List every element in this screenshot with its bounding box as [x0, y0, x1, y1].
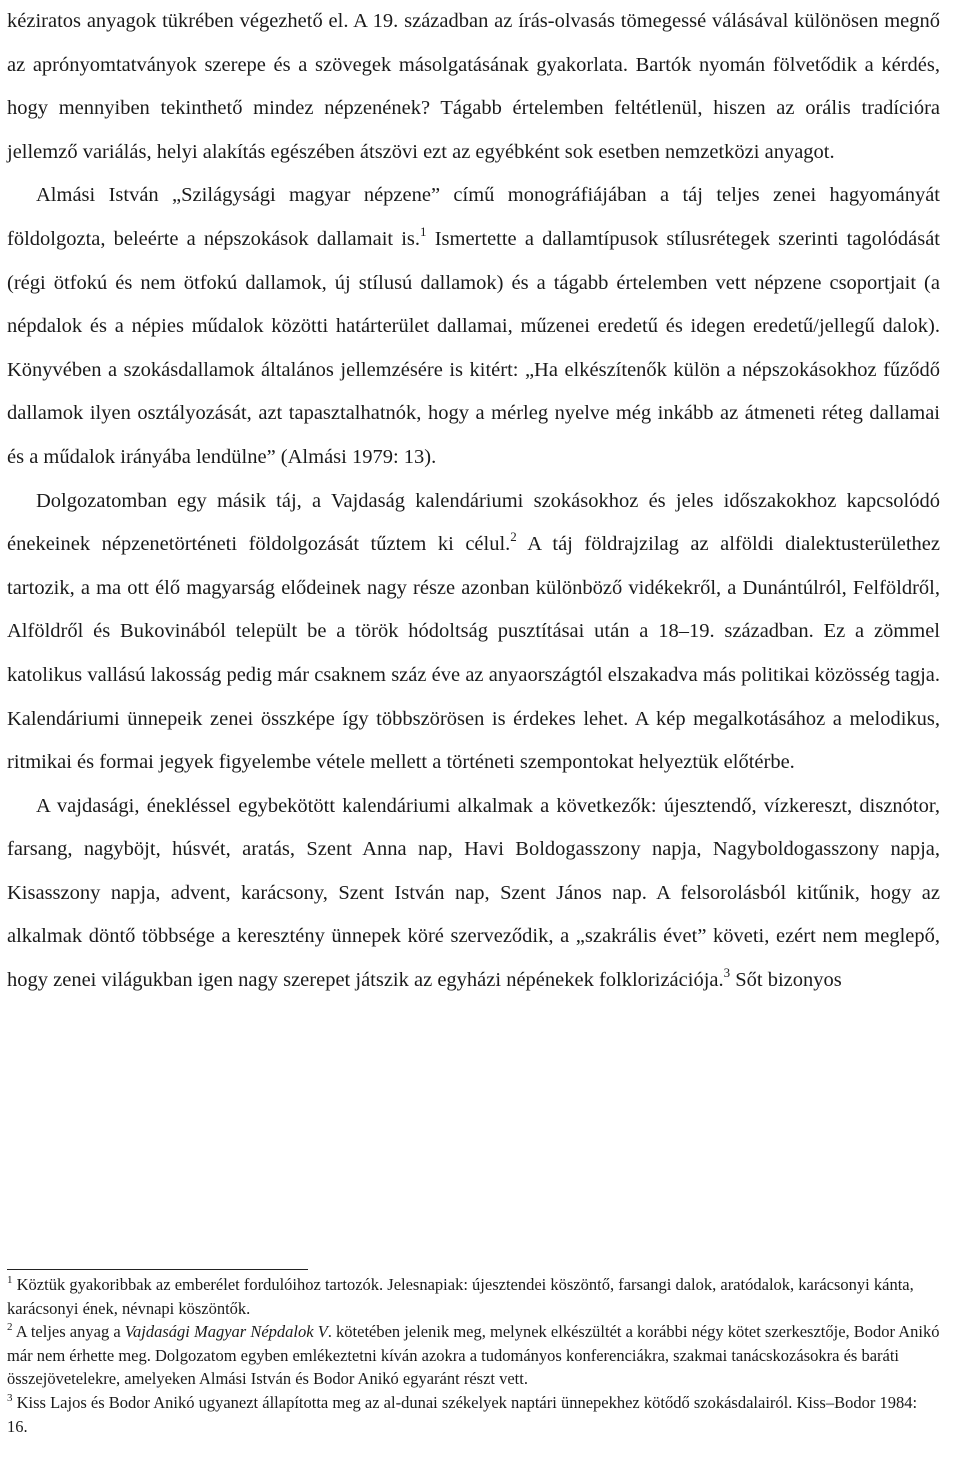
text-run: Köztük gyakoribbak az emberélet fordulóihoz tartozók. Jelesnapiak: újesztendei köszöntő, farsangi dalok, aratódalok, karácsonyi kánta, karácsonyi ének, névnapi köszöntők. — [7, 1275, 914, 1318]
footnote-ref: 3 — [723, 965, 731, 981]
footnotes — [7, 1273, 940, 1438]
footnote-ref: 1 — [420, 223, 427, 239]
footnote-ref: 2 — [7, 1321, 13, 1334]
text-run: A teljes anyag a — [12, 1322, 125, 1342]
footnote — [7, 1391, 940, 1438]
text-run: Sőt bizonyos — [730, 969, 842, 992]
footnote-ref: 3 — [7, 1391, 13, 1404]
footnote — [7, 1273, 940, 1320]
text-run: A vajdasági, énekléssel egybekötött kalendáriumi alkalmak a következők: újesztendő, vízkereszt, disznótor, farsang, nagyböjt, húsvét, aratás, Szent Anna nap, Havi Boldogasszony napja, Nagyboldogasszony napja, Kisasszony napja, advent, karácsony, Szent István nap, Szent János nap. A felsorolásból kitűnik, hogy az alkalmak döntő többsége a keresztény ünnepek köré szerveződik, a „szakrális évet” követi, ezért nem meglepő, hogy zenei világukban igen nagy szerepet játszik az egyházi népénekek folklorizációja. — [7, 794, 940, 992]
text-run: kéziratos anyagok tükrében végezhető el. A 19. században az írás-olvasás tömegessé válásával különösen megnő az aprónyomtatványok szerepe és a szövegek másolgatásának gyakorlata. Bartók nyomán fölvetődik a kérdés, hogy mennyiben tekinthető mindez népzenének? Tágabb értelemben feltétlenül, hiszen az orális tradícióra jellemző variálás, helyi alakítás egészében átszövi ezt az egyébként sok esetben nemzetközi anyagot. — [7, 10, 940, 163]
italic-title: Vajdasági Magyar Népdalok V — [124, 1322, 328, 1342]
paragraph — [7, 0, 940, 174]
text-run: . kötetében jelenik meg, melynek elkészültét a korábbi négy kötet szerkesztője, Bodor Anikó már nem érhette meg. Dolgozatom egyben emlékeztetni kíván azokra a tudományos konferenciákra, szakmai tanácskozásokra és baráti összejövetelekre, amelyeken Almási István és Bodor Anikó egyaránt részt vett. — [7, 1322, 940, 1389]
footnote-separator — [7, 1269, 308, 1270]
paragraph — [7, 785, 940, 1003]
footnote — [7, 1320, 940, 1391]
body-text — [7, 0, 940, 1003]
text-run: Almási István „Szilágysági magyar népzene” című monográfiájában a táj teljes zenei hagyományát földolgozta, beleérte a népszokások dallamait is. — [7, 184, 940, 250]
text-run: Kiss Lajos és Bodor Anikó ugyanezt állapította meg az al-dunai székelyek naptári ünnepekhez kötődő szokásdalairól. Kiss–Bodor 1984: 16. — [7, 1392, 918, 1436]
text-run: Ismertette a dallamtípusok stílusrétegek szerinti tagolódását (régi ötfokú és nem ötfokú dallamok, új stílusú dallamok) és a tágabb értelemben vett népzene csoportjait (a népdalok és a népies műdalok közötti határterület dallamai, műzenei eredetű és idegen eredetű/jellegű dalok). Könyvében a szokásdallamok általános jellemzésére is kitért: „Ha elkészítenők külön a népszokásokhoz fűződő dallamok ilyen osztályozását, azt tapasztalhatnók, hogy a mérleg nyelve még inkább az átmeneti réteg dallamai és a műdalok irányába lendülne” (Almási 1979: 13). — [7, 227, 940, 468]
text-run: A táj földrajzilag az alföldi dialektusterülethez tartozik, a ma ott élő magyarság elődeinek nagy része azonban különböző vidékekről, a Dunántúlról, Felföldről, Alföldről és Bukovinából települt be a török hódoltság pusztításai után a 18–19. században. Ez a zömmel katolikus vallású lakosság pedig már csaknem száz éve az anyaországtól elszakadva más politikai közösség tagja. Kalendáriumi ünnepeik zenei összképe így többszörösen is érdekes lehet. A kép megalkotásához a melodikus, ritmikai és formai jegyek figyelembe vétele mellett a történeti szempontokat helyeztük előtérbe. — [7, 533, 940, 774]
footnote-ref: 1 — [7, 1274, 13, 1286]
paragraph — [7, 480, 940, 785]
text-run: Dolgozatomban egy másik táj, a Vajdaság kalendáriumi szokásokhoz és jeles időszakokhoz kapcsolódó énekeinek népzenetörténeti földolgozását tűztem ki célul. — [7, 489, 940, 556]
footnote-ref: 2 — [510, 529, 517, 545]
paragraph — [7, 174, 940, 479]
